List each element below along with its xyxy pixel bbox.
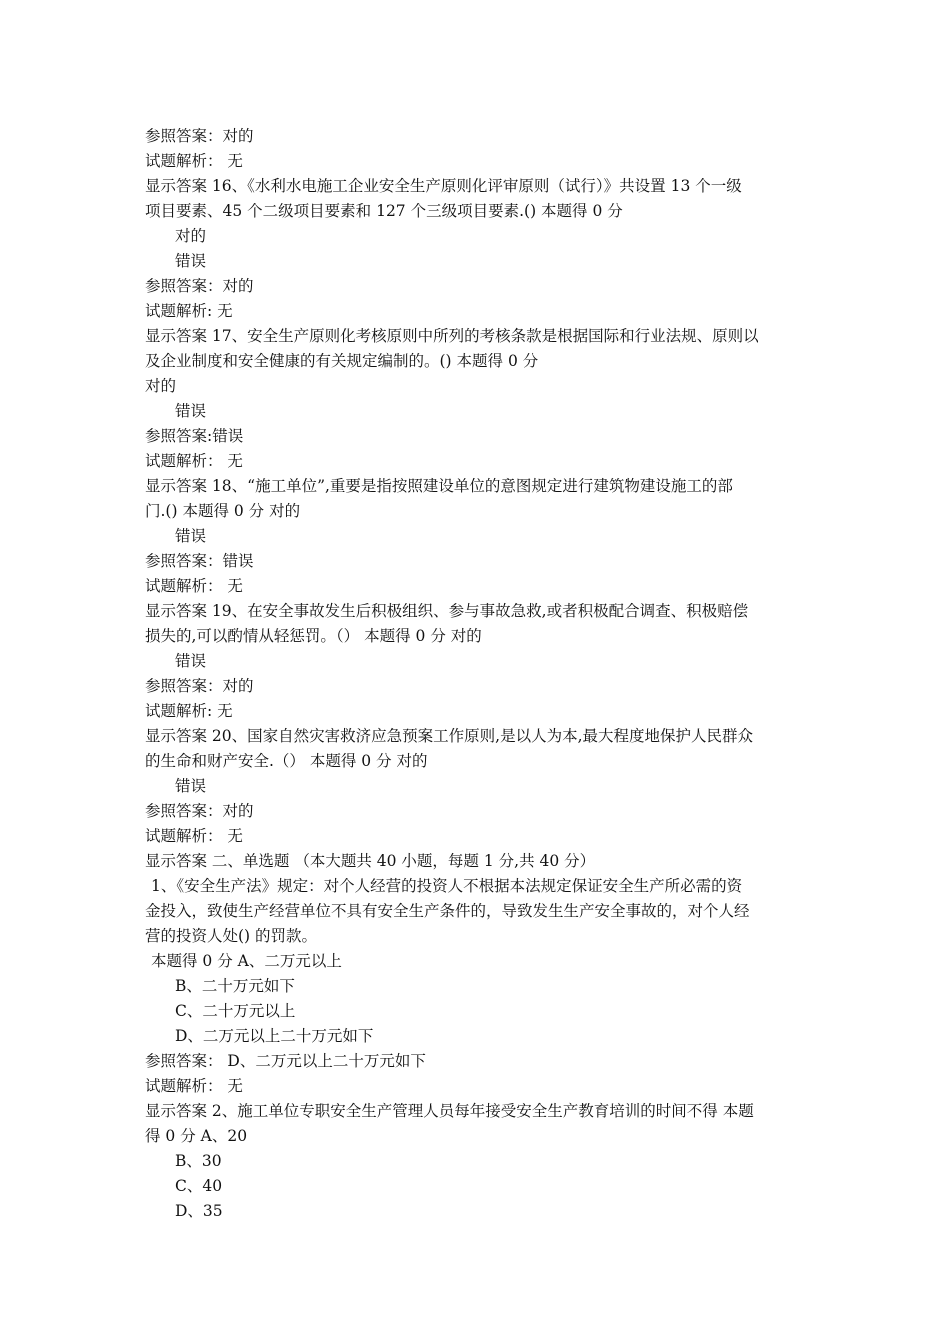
text-line: 对的 — [145, 377, 177, 395]
text-line: 本题得 0 分 A、二万元以上 — [151, 952, 342, 970]
text-line: 参照答案：对的 — [145, 277, 254, 295]
text-line: 试题解析： 无 — [145, 827, 243, 845]
text-line: 的生命和财产安全.（） 本题得 0 分 对的 — [145, 752, 428, 770]
text-line: 试题解析： 无 — [145, 452, 243, 470]
document-page — [145, 124, 815, 1224]
text-line: 参照答案:错误 — [145, 427, 244, 445]
text-line: 显示答案 二、单选题 （本大题共 40 小题，每题 1 分,共 40 分） — [145, 852, 596, 870]
text-line: 错误 — [175, 402, 207, 420]
text-line: 损失的,可以酌情从轻惩罚。（） 本题得 0 分 对的 — [145, 627, 482, 645]
text-line: 参照答案：对的 — [145, 677, 254, 695]
text-line: 错误 — [175, 527, 207, 545]
text-line: 显示答案 17、安全生产原则化考核原则中所列的考核条款是根据国际和行业法规、原则以 — [145, 327, 759, 345]
text-line: 错误 — [175, 252, 207, 270]
text-line: 营的投资人处() 的罚款。 — [145, 927, 318, 945]
text-line: 得 0 分 A、20 — [145, 1127, 248, 1145]
text-line: B、30 — [175, 1152, 222, 1170]
text-line: C、40 — [175, 1177, 223, 1195]
text-line: 参照答案： D、二万元以上二十万元如下 — [145, 1052, 426, 1070]
text-line: D、35 — [175, 1202, 223, 1220]
text-line: 试题解析： 无 — [145, 577, 243, 595]
text-line: 参照答案：对的 — [145, 802, 254, 820]
text-line: 显示答案 16、《水利水电施工企业安全生产原则化评审原则（试行）》共设置 13 个一级 — [145, 177, 742, 195]
text-line: B、二十万元如下 — [175, 977, 295, 995]
text-line: 金投入，致使生产经营单位不具有安全生产条件的，导致发生生产安全事故的，对个人经 — [145, 902, 750, 920]
text-line: 显示答案 2、施工单位专职安全生产管理人员每年接受安全生产教育培训的时间不得 本题 — [145, 1102, 754, 1120]
text-line: 试题解析： 无 — [145, 1077, 243, 1095]
text-line: 错误 — [175, 652, 207, 670]
text-line: 参照答案：对的 — [145, 127, 254, 145]
text-line: 项目要素、45 个二级项目要素和 127 个三级项目要素.() 本题得 0 分 — [145, 202, 623, 220]
text-line: 及企业制度和安全健康的有关规定编制的。() 本题得 0 分 — [145, 352, 539, 370]
text-line: C、二十万元以上 — [175, 1002, 296, 1020]
text-line: 错误 — [175, 777, 207, 795]
text-line: 显示答案 18、“施工单位”,重要是指按照建设单位的意图规定进行建筑物建设施工的部 — [145, 477, 733, 495]
text-line: D、二万元以上二十万元如下 — [175, 1027, 374, 1045]
text-line: 试题解析： 无 — [145, 152, 243, 170]
text-line: 试题解析: 无 — [145, 702, 233, 720]
text-line: 门.() 本题得 0 分 对的 — [145, 502, 301, 520]
text-line: 对的 — [175, 227, 207, 245]
text-line: 显示答案 19、在安全事故发生后积极组织、参与事故急救,或者积极配合调查、积极赔偿 — [145, 602, 749, 620]
text-line: 试题解析: 无 — [145, 302, 233, 320]
text-line: 参照答案：错误 — [145, 552, 254, 570]
text-line: 1、《安全生产法》规定：对个人经营的投资人不根据本法规定保证安全生产所必需的资 — [151, 877, 743, 895]
text-line: 显示答案 20、国家自然灾害救济应急预案工作原则,是以人为本,最大程度地保护人民群众 — [145, 727, 754, 745]
